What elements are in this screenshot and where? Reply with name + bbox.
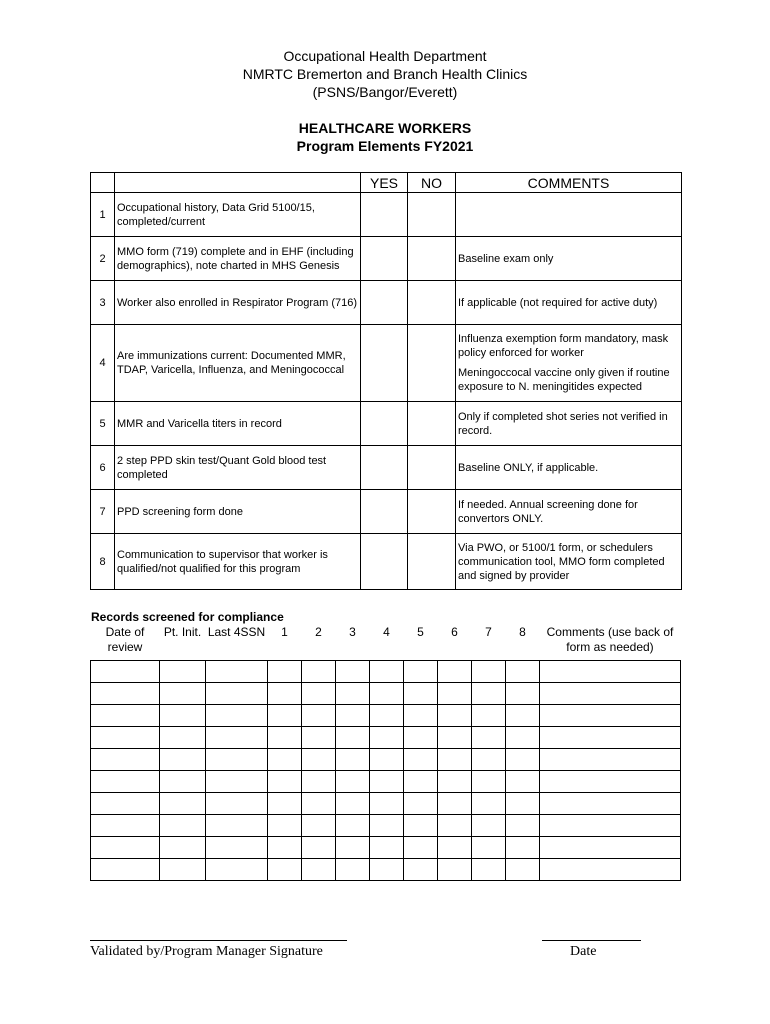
comment-cell[interactable]: Baseline ONLY, if applicable.: [456, 446, 682, 490]
row-number: 2: [91, 237, 115, 281]
record-cell[interactable]: [268, 815, 302, 837]
date-of-review-header: Date of review: [91, 624, 160, 661]
records-comments-header: Comments (use back of form as needed): [540, 624, 681, 661]
record-cell[interactable]: [506, 793, 540, 815]
table-header-row: [91, 173, 682, 193]
date-line[interactable]: [542, 940, 641, 941]
row-number: 5: [91, 402, 115, 446]
record-row: [91, 815, 681, 837]
table-row: [91, 281, 682, 325]
comment-text-secondary: Meningoccocal vaccine only given if routine exposure to N. meningitides expected: [458, 367, 670, 393]
record-cell[interactable]: [506, 771, 540, 793]
record-cell[interactable]: [438, 705, 472, 727]
yes-checkbox-cell[interactable]: [361, 325, 408, 402]
date-label: Date: [570, 944, 597, 959]
record-row: [91, 705, 681, 727]
record-cell[interactable]: [268, 859, 302, 881]
record-cell[interactable]: [370, 793, 404, 815]
record-cell[interactable]: [268, 727, 302, 749]
element-4-header: 4: [370, 624, 404, 661]
record-cell[interactable]: [438, 815, 472, 837]
element-text: Communication to supervisor that worker is qualified/not qualified for this program: [115, 534, 361, 590]
records-header-row: [91, 624, 681, 661]
record-cell[interactable]: [404, 793, 438, 815]
yes-checkbox-cell[interactable]: [361, 402, 408, 446]
record-cell[interactable]: [302, 705, 336, 727]
record-cell[interactable]: [438, 837, 472, 859]
record-cell[interactable]: [302, 815, 336, 837]
record-cell[interactable]: [160, 683, 206, 705]
record-cell[interactable]: [91, 749, 160, 771]
yes-checkbox-cell[interactable]: [361, 534, 408, 590]
yes-checkbox-cell[interactable]: [361, 193, 408, 237]
record-cell[interactable]: [91, 661, 160, 683]
record-cell[interactable]: [91, 837, 160, 859]
record-cell[interactable]: [370, 771, 404, 793]
record-cell[interactable]: [302, 749, 336, 771]
record-cell[interactable]: [540, 859, 681, 881]
department-name: Occupational Health Department: [283, 48, 487, 64]
record-cell[interactable]: [160, 727, 206, 749]
record-cell[interactable]: [472, 837, 506, 859]
comment-cell[interactable]: Baseline exam only: [456, 237, 682, 281]
record-cell[interactable]: [404, 661, 438, 683]
record-row: [91, 683, 681, 705]
record-row: [91, 727, 681, 749]
element-5-header: 5: [404, 624, 438, 661]
yes-column-header: YES: [361, 173, 408, 193]
record-cell[interactable]: [91, 793, 160, 815]
record-cell[interactable]: [160, 837, 206, 859]
no-checkbox-cell[interactable]: [408, 402, 456, 446]
record-cell[interactable]: [302, 771, 336, 793]
yes-checkbox-cell[interactable]: [361, 490, 408, 534]
row-number: 4: [91, 325, 115, 402]
record-cell[interactable]: [206, 705, 268, 727]
table-row: [91, 534, 682, 590]
record-cell[interactable]: [472, 749, 506, 771]
record-cell[interactable]: [160, 749, 206, 771]
record-cell[interactable]: [336, 683, 370, 705]
no-checkbox-cell[interactable]: [408, 237, 456, 281]
record-cell[interactable]: [302, 727, 336, 749]
row-number: 6: [91, 446, 115, 490]
record-cell[interactable]: [438, 727, 472, 749]
yes-checkbox-cell[interactable]: [361, 446, 408, 490]
clinic-locations: (PSNS/Bangor/Everett): [312, 84, 458, 100]
record-cell[interactable]: [370, 705, 404, 727]
record-cell[interactable]: [206, 837, 268, 859]
record-cell[interactable]: [540, 837, 681, 859]
record-row: [91, 771, 681, 793]
record-cell[interactable]: [160, 661, 206, 683]
record-cell[interactable]: [404, 859, 438, 881]
record-cell[interactable]: [336, 859, 370, 881]
record-cell[interactable]: [506, 837, 540, 859]
record-cell[interactable]: [302, 793, 336, 815]
record-cell[interactable]: [268, 705, 302, 727]
record-cell[interactable]: [438, 749, 472, 771]
record-cell[interactable]: [506, 705, 540, 727]
record-cell[interactable]: [472, 771, 506, 793]
record-cell[interactable]: [506, 727, 540, 749]
records-section-title: Records screened for compliance: [91, 610, 284, 624]
record-cell[interactable]: [438, 793, 472, 815]
record-cell[interactable]: [404, 705, 438, 727]
program-elements-table: [90, 172, 682, 590]
element-8-header: 8: [506, 624, 540, 661]
record-cell[interactable]: [404, 727, 438, 749]
record-cell[interactable]: [336, 815, 370, 837]
element-text: Worker also enrolled in Respirator Program (716): [115, 281, 361, 325]
record-cell[interactable]: [540, 815, 681, 837]
record-cell[interactable]: [472, 815, 506, 837]
record-cell[interactable]: [438, 771, 472, 793]
element-text: MMR and Varicella titers in record: [115, 402, 361, 446]
record-cell[interactable]: [472, 705, 506, 727]
record-cell[interactable]: [268, 771, 302, 793]
record-cell[interactable]: [540, 727, 681, 749]
record-cell[interactable]: [370, 859, 404, 881]
record-cell[interactable]: [404, 749, 438, 771]
element-2-header: 2: [302, 624, 336, 661]
element-text: PPD screening form done: [115, 490, 361, 534]
record-cell[interactable]: [472, 793, 506, 815]
no-checkbox-cell[interactable]: [408, 446, 456, 490]
record-cell[interactable]: [472, 859, 506, 881]
record-cell[interactable]: [268, 837, 302, 859]
comment-cell[interactable]: [456, 193, 682, 237]
record-row: [91, 793, 681, 815]
record-cell[interactable]: [160, 815, 206, 837]
patient-initials-header: Pt. Init.: [160, 624, 206, 661]
record-cell[interactable]: [404, 683, 438, 705]
record-cell[interactable]: [91, 859, 160, 881]
element-6-header: 6: [438, 624, 472, 661]
record-cell[interactable]: [438, 683, 472, 705]
record-cell[interactable]: [206, 749, 268, 771]
form-title: HEALTHCARE WORKERS: [298, 120, 472, 136]
record-cell[interactable]: [506, 749, 540, 771]
comment-cell[interactable]: Only if completed shot series not verified in record.: [456, 402, 682, 446]
record-cell[interactable]: [91, 705, 160, 727]
row-number: 8: [91, 534, 115, 590]
record-cell[interactable]: [206, 661, 268, 683]
record-cell[interactable]: [268, 683, 302, 705]
element-text: MMO form (719) complete and in EHF (including demographics), note charted in MHS Genesis: [115, 237, 361, 281]
record-cell[interactable]: [206, 771, 268, 793]
record-cell[interactable]: [438, 859, 472, 881]
record-cell[interactable]: [404, 815, 438, 837]
no-checkbox-cell[interactable]: [408, 534, 456, 590]
record-cell[interactable]: [370, 815, 404, 837]
record-cell[interactable]: [370, 683, 404, 705]
record-cell[interactable]: [540, 749, 681, 771]
table-row: [91, 237, 682, 281]
form-subtitle: Program Elements FY2021: [296, 138, 474, 154]
record-cell[interactable]: [302, 859, 336, 881]
row-number: 7: [91, 490, 115, 534]
yes-checkbox-cell[interactable]: [361, 281, 408, 325]
record-cell[interactable]: [472, 727, 506, 749]
record-cell[interactable]: [268, 793, 302, 815]
record-cell[interactable]: [206, 815, 268, 837]
element-text: Are immunizations current: Documented MMR, TDAP, Varicella, Influenza, and Meningococcal: [115, 325, 361, 402]
element-text: Occupational history, Data Grid 5100/15, completed/current: [115, 193, 361, 237]
row-number: 3: [91, 281, 115, 325]
row-number: 1: [91, 193, 115, 237]
record-cell[interactable]: [160, 771, 206, 793]
record-cell[interactable]: [91, 683, 160, 705]
record-cell[interactable]: [160, 859, 206, 881]
record-cell[interactable]: [336, 771, 370, 793]
record-cell[interactable]: [540, 661, 681, 683]
element-3-header: 3: [336, 624, 370, 661]
record-cell[interactable]: [91, 815, 160, 837]
last-4ssn-header: Last 4SSN: [206, 624, 268, 661]
clinic-name: NMRTC Bremerton and Branch Health Clinics: [242, 66, 528, 82]
record-cell[interactable]: [91, 727, 160, 749]
comment-cell[interactable]: If needed. Annual screening done for convertors ONLY.: [456, 490, 682, 534]
comment-text: Influenza exemption form mandatory, mask policy enforced for worker: [458, 333, 669, 359]
table-row: [91, 490, 682, 534]
record-cell[interactable]: [336, 749, 370, 771]
table-row: [91, 193, 682, 237]
no-column-header: NO: [408, 173, 456, 193]
comment-cell[interactable]: [456, 325, 682, 402]
record-cell[interactable]: [336, 793, 370, 815]
element-7-header: 7: [472, 624, 506, 661]
record-cell[interactable]: [438, 661, 472, 683]
record-cell[interactable]: [370, 661, 404, 683]
record-cell[interactable]: [206, 859, 268, 881]
record-row: [91, 749, 681, 771]
record-cell[interactable]: [506, 859, 540, 881]
record-cell[interactable]: [160, 705, 206, 727]
no-checkbox-cell[interactable]: [408, 193, 456, 237]
record-cell[interactable]: [370, 837, 404, 859]
element-text: 2 step PPD skin test/Quant Gold blood test completed: [115, 446, 361, 490]
record-cell[interactable]: [404, 837, 438, 859]
signature-line[interactable]: [90, 940, 347, 941]
comment-cell[interactable]: If applicable (not required for active duty): [456, 281, 682, 325]
record-cell[interactable]: [540, 771, 681, 793]
record-cell[interactable]: [91, 771, 160, 793]
no-checkbox-cell[interactable]: [408, 325, 456, 402]
record-cell[interactable]: [336, 837, 370, 859]
record-row: [91, 837, 681, 859]
record-cell[interactable]: [336, 727, 370, 749]
no-checkbox-cell[interactable]: [408, 281, 456, 325]
record-row: [91, 859, 681, 881]
record-cell[interactable]: [268, 749, 302, 771]
record-cell[interactable]: [370, 727, 404, 749]
record-cell[interactable]: [302, 683, 336, 705]
records-screened-table: [90, 624, 681, 881]
record-cell[interactable]: [268, 661, 302, 683]
record-row: [91, 661, 681, 683]
record-cell[interactable]: [540, 683, 681, 705]
record-cell[interactable]: [472, 683, 506, 705]
record-cell[interactable]: [540, 705, 681, 727]
record-cell[interactable]: [540, 793, 681, 815]
record-cell[interactable]: [160, 793, 206, 815]
record-cell[interactable]: [302, 661, 336, 683]
record-cell[interactable]: [302, 837, 336, 859]
record-cell[interactable]: [506, 661, 540, 683]
comments-column-header: COMMENTS: [456, 173, 682, 193]
record-cell[interactable]: [206, 727, 268, 749]
comment-cell[interactable]: Via PWO, or 5100/1 form, or schedulers communication tool, MMO form completed and signed by provider: [456, 534, 682, 590]
table-row: [91, 446, 682, 490]
record-cell[interactable]: [472, 661, 506, 683]
table-row: [91, 325, 682, 402]
record-cell[interactable]: [206, 793, 268, 815]
signature-label: Validated by/Program Manager Signature: [90, 944, 323, 959]
record-cell[interactable]: [336, 661, 370, 683]
record-cell[interactable]: [370, 749, 404, 771]
record-cell[interactable]: [206, 683, 268, 705]
record-cell[interactable]: [336, 705, 370, 727]
record-cell[interactable]: [506, 815, 540, 837]
record-cell[interactable]: [506, 683, 540, 705]
yes-checkbox-cell[interactable]: [361, 237, 408, 281]
record-cell[interactable]: [404, 771, 438, 793]
table-row: [91, 402, 682, 446]
no-checkbox-cell[interactable]: [408, 490, 456, 534]
element-1-header: 1: [268, 624, 302, 661]
